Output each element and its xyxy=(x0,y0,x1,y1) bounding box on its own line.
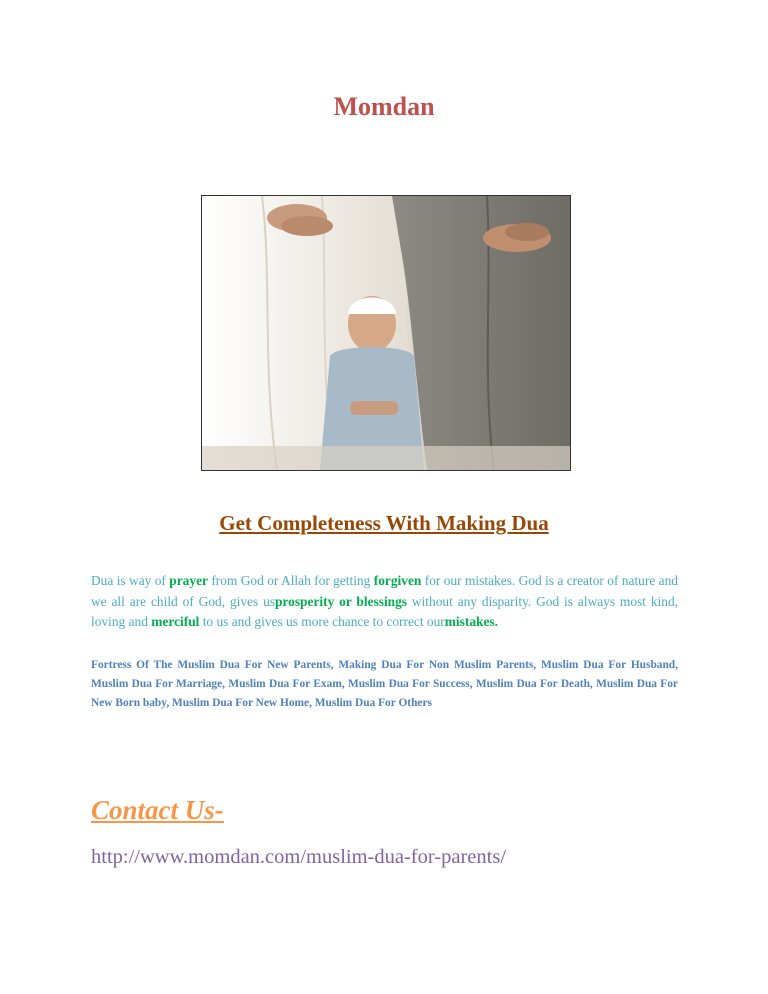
para-text-1: Dua is way of xyxy=(91,573,170,588)
prayer-photo xyxy=(201,195,571,471)
para-text-5: to us and gives us more chance to correct our xyxy=(199,614,445,629)
keyword-forgiven: forgiven xyxy=(373,573,422,588)
contact-heading: Contact Us- xyxy=(91,795,224,825)
keyword-merciful: merciful xyxy=(151,614,200,629)
related-links[interactable]: Fortress Of The Muslim Dua For New Parents, Making Dua For Non Muslim Parents, Muslim Dua For Husband, Muslim Dua For Marriage, Muslim Dua For Exam, Muslim Dua For Success, Muslim Dua For Death, Muslim Dua For New Born baby, Muslim Dua For New Home, Muslim Dua For Others xyxy=(91,659,678,709)
photo-praying-family-icon xyxy=(202,196,570,470)
section-heading: Get Completeness With Making Dua xyxy=(219,511,549,535)
keyword-mistakes: mistakes. xyxy=(444,614,498,629)
contact-url-link[interactable]: http://www.momdan.com/muslim-dua-for-parents/ xyxy=(91,846,507,868)
page-title: Momdan xyxy=(333,92,435,121)
para-text-4: without any disparity. God is always most kind, loving and xyxy=(91,593,679,629)
keyword-prayer: prayer xyxy=(169,573,208,588)
intro-paragraph xyxy=(91,571,678,633)
keyword-prosperity: prosperity or blessings xyxy=(275,593,408,609)
para-text-2: from God or Allah for getting xyxy=(207,573,374,588)
para-text-3: for our mistakes. God is a creator of nature and we all are child of God, gives us xyxy=(91,573,678,609)
